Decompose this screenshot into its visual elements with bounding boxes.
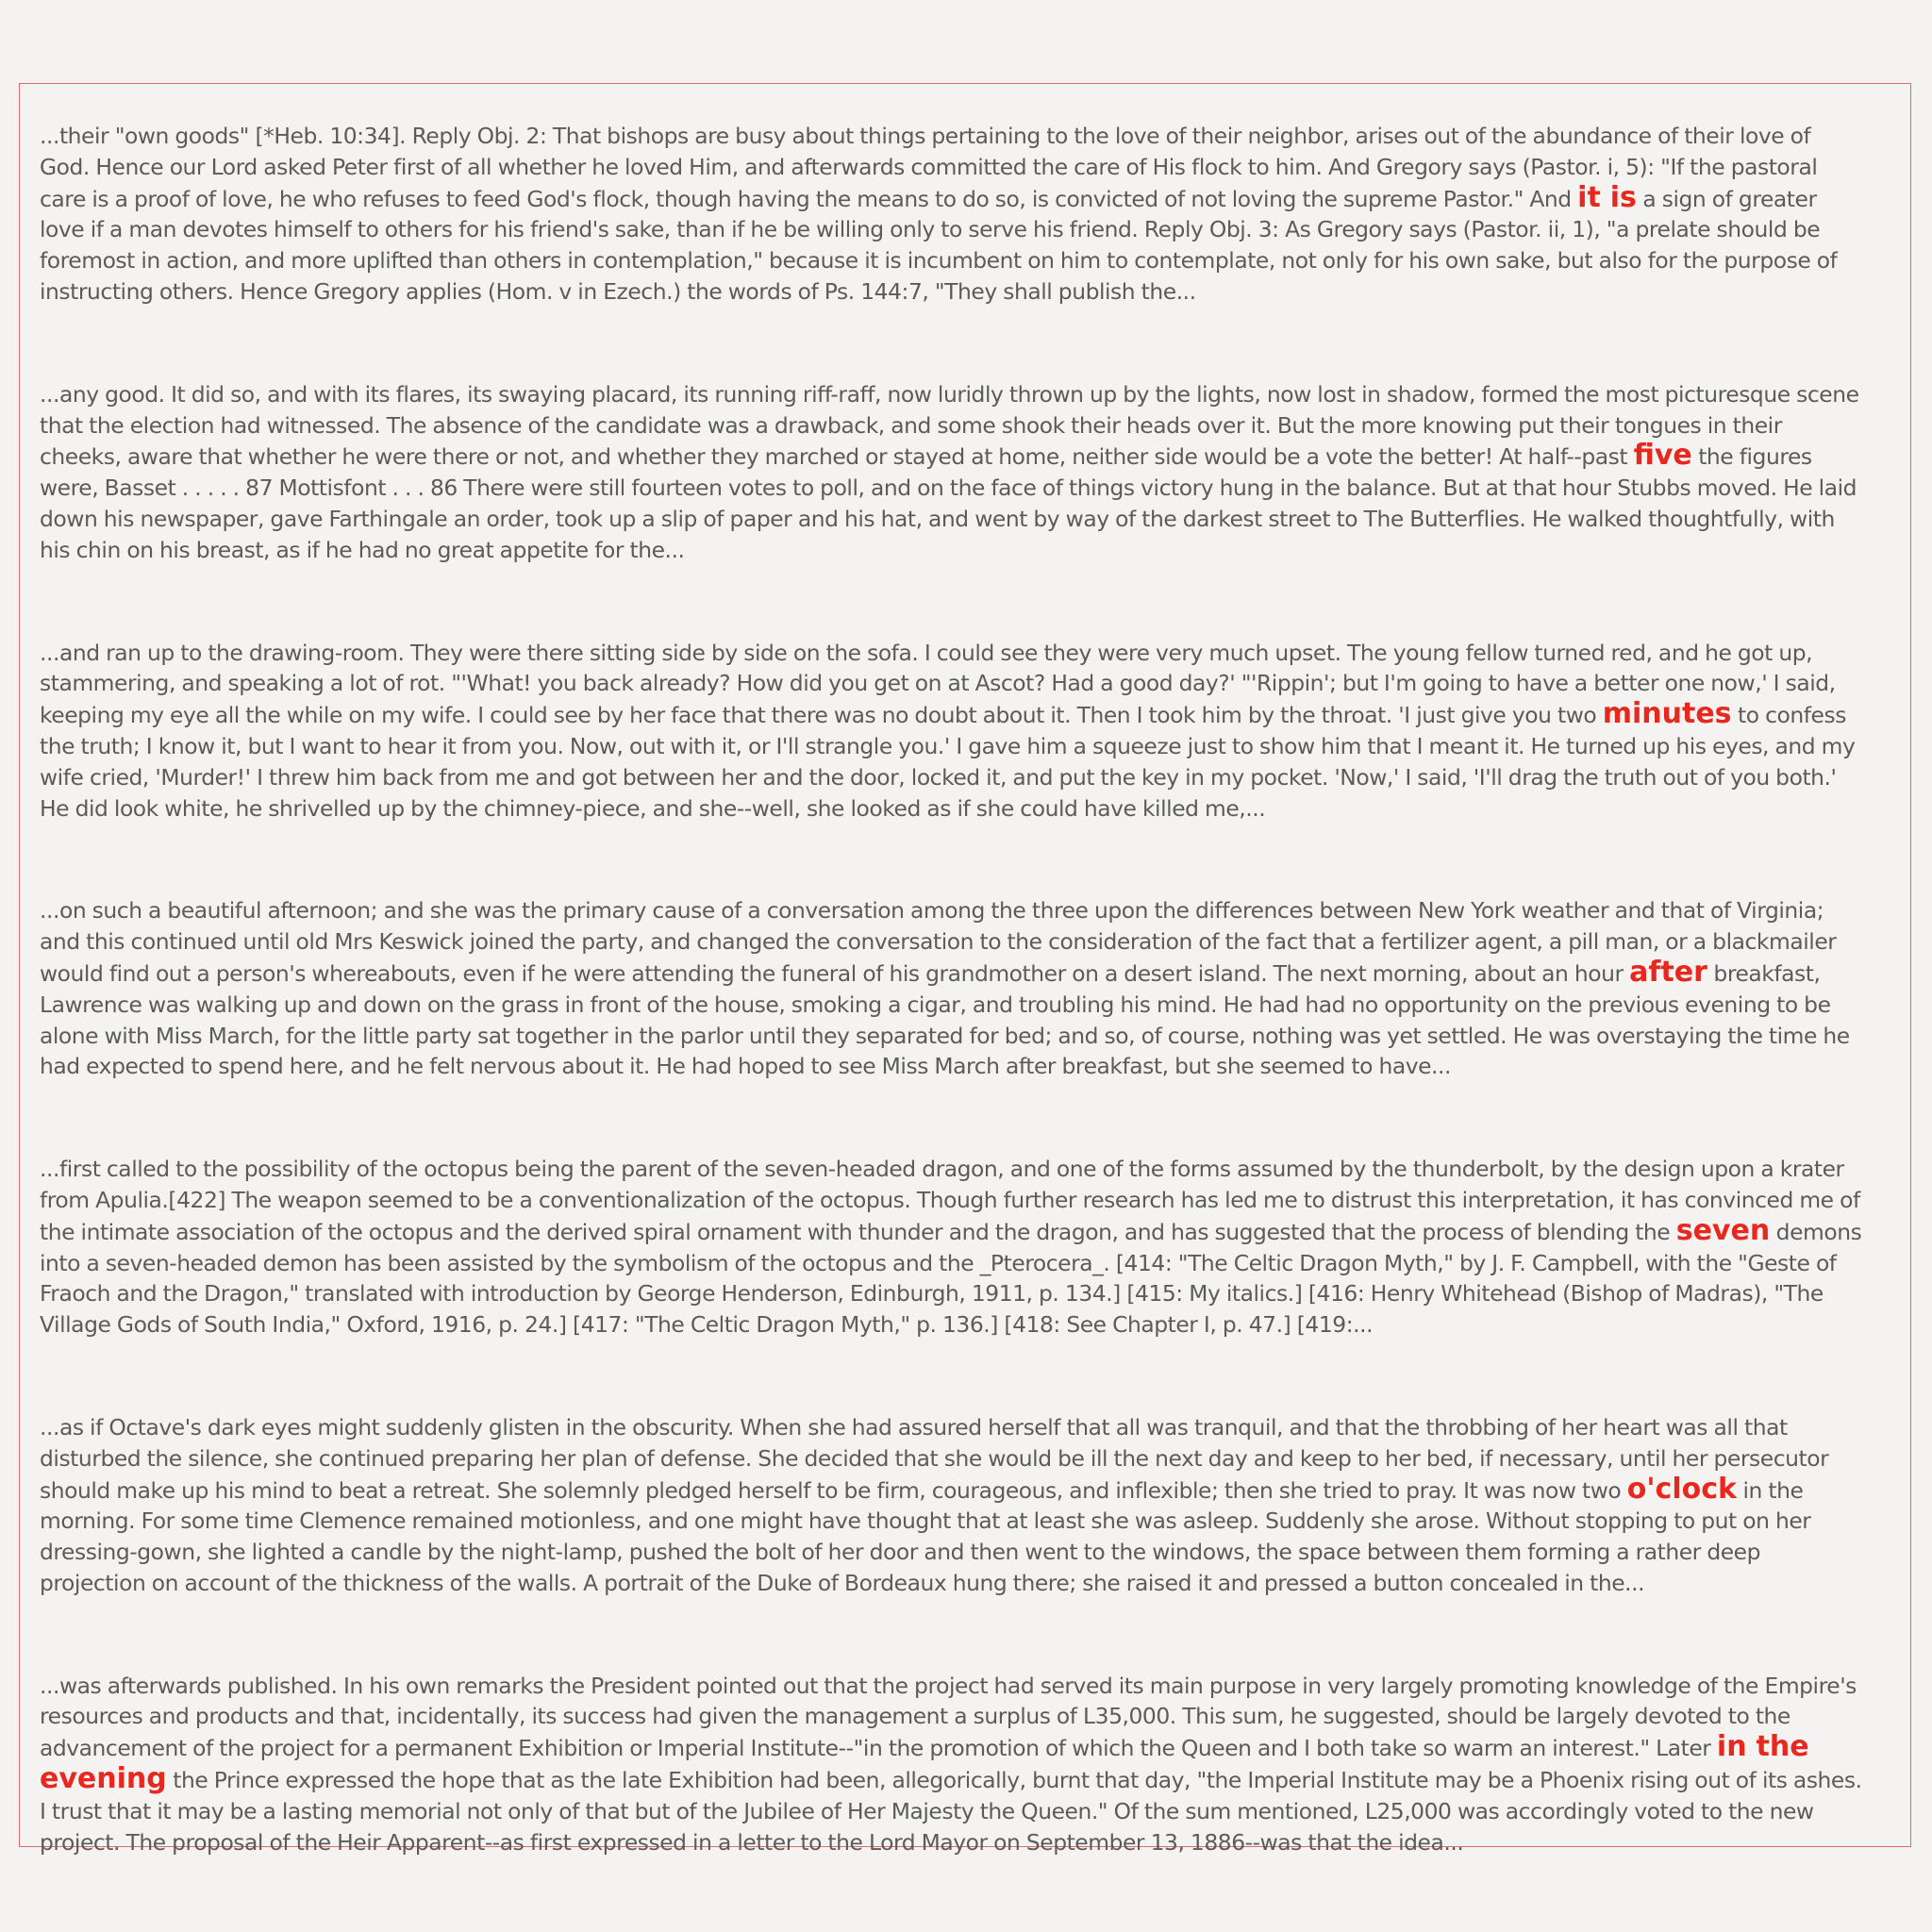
passage-text-after: the figures were, Basset . . . . . 87 Mottisfont . . . 86 There were still fourteen votes to poll, and on the face of things victory hung in the balance. But at that hour Stubbs moved. He laid down his newspaper, gave Farthingale an order, took up a slip of paper and his hat, and went by way of the darkest street to The Butterflies. He walked thoughtfully, with his chin on his breast, as if he had no great appetite for the...: [40, 443, 1857, 563]
passage-text-after: to confess the truth; I know it, but I want to hear it from you. Now, out with it, or I'll strangle you.' I gave him a squeeze just to show him that I meant it. He turned up his eyes, and my wife cried, 'Murder!' I threw him back from me and got between her and the door, locked it, and put the key in my pocket. 'Now,' I said, 'I'll drag the truth out of you both.' He did look white, he shrivelled up by the chimney-piece, and she--well, she looked as if she could have killed me,...: [40, 702, 1856, 822]
passage-text-before: ...any good. It did so, and with its flares, its swaying placard, its running riff-raff, now luridly thrown up by the lights, now lost in shadow, formed the most picturesque scene that the election had witnessed. The absence of the candidate was a drawback, and some shook their heads over it. But the more knowing put their tongues in their cheeks, aware that whether he were there or not, and whether they marched or stayed at home, neither side would be a vote the better! At half--past: [40, 380, 1859, 471]
highlight-term: in the evening: [40, 1730, 1809, 1796]
passage-text-before: ...and ran up to the drawing-room. They were there sitting side by side on the sofa. I could see they were very much upset. The young fellow turned red, and he got up, stammering, and speaking a lot of rot. "'What! you back already? How did you get on at Ascot? Had a good day?' "'Rippin'; but I'm going to have a better one now,' I said, keeping my eye all the while on my wife. I could see by her face that there was no doubt about it. Then I took him by the throat. 'I just give you two: [40, 639, 1836, 729]
passage-7: [40, 1671, 1864, 1858]
highlight-term: five: [1633, 439, 1692, 473]
passage-text-before: ...on such a beautiful afternoon; and she was the primary cause of a conversation among the three upon the differences between New York weather and that of Virginia; and this continued until old Mrs Keswick joined the party, and changed the conversation to the consideration of the fact that a fertilizer agent, a pill man, or a blackmailer would find out a person's whereabouts, even if he were attending the funeral of his grandmother on a desert island. The next morning, about an hour: [40, 897, 1837, 987]
passage-text-before: ...was afterwards published. In his own remarks the President pointed out that the project had served its main purpose in very largely promoting knowledge of the Empire's resources and products and that, incidentally, its success had given the management a surplus of L35,000. This sum, he suggested, should be largely devoted to the advancement of the project for a permanent Exhibition or Imperial Institute--"in the promotion of which the Queen and I both take so warm an interest." Later: [40, 1672, 1857, 1762]
highlight-term: after: [1629, 955, 1707, 989]
passage-list: [40, 121, 1872, 1929]
passage-text-before: ...first called to the possibility of the octopus being the parent of the seven-headed dragon, and one of the forms assumed by the thunderbolt, by the design upon a krater from Apulia.[422] The weapon seemed to be a conventionalization of the octopus. Though further research has led me to distrust this interpretation, it has convinced me of the intimate association of the octopus and the derived spiral ornament with thunder and the dragon, and has suggested that the process of blending the: [40, 1156, 1860, 1245]
passage-text-after: demons into a seven-headed demon has been assisted by the symbolism of the octopus and the _Pterocera_. [414: "The Celtic Dragon Myth," by J. F. Campbell, with the "Geste of Fraoch and the Dragon," translated with introduction by George Henderson, Edinburgh, 1911, p. 134.] [415: My italics.] [416: Henry Whitehead (Bishop of Madras), "The Village Gods of South India," Oxford, 1916, p. 24.] [417: "The Celtic Dragon Myth," p. 136.] [418: See Chapter I, p. 47.] [419:...: [40, 1218, 1862, 1339]
passage-text-before: ...as if Octave's dark eyes might suddenly glisten in the obscurity. When she had assured herself that all was tranquil, and that the throbbing of her heart was all that disturbed the silence, she continued preparing her plan of defense. She decided that she would be ill the next day and keep to her bed, if necessary, until her persecutor should make up his mind to beat a retreat. She solemnly pledged herself to be firm, courageous, and inflexible; then she tried to pray. It was now two: [40, 1413, 1829, 1504]
passage-text-after: a sign of greater love if a man devotes himself to others for his friend's sake, than if he be willing only to serve his friend. Reply Obj. 3: As Gregory says (Pastor. ii, 1), "a prelate should be foremost in action, and more uplifted than others in contemplation," because it is incumbent on him to contemplate, not only for his own sake, but also for the purpose of instructing others. Hence Gregory applies (Hom. v in Ezech.) the words of Ps. 144:7, "They shall publish the...: [40, 185, 1838, 305]
passage-text-before: ...their "own goods" [*Heb. 10:34]. Reply Obj. 2: That bishops are busy about things pertaining to the love of their neighbor, arises out of the abundance of their love of God. Hence our Lord asked Peter first of all whether he loved Him, and afterwards committed the care of His flock to him. And Gregory says (Pastor. i, 5): "If the pastoral care is a proof of love, he who refuses to feed God's flock, though having the means to do so, is convicted of not loving the supreme Pastor." And: [40, 123, 1818, 212]
passage-text-after: the Prince expressed the hope that as the late Exhibition had been, allegorically, burnt that day, "the Imperial Institute may be a Phoenix rising out of its ashes. I trust that it may be a lasting memorial not only of that but of the Jubilee of Her Majesty the Queen." Of the sum mentioned, L25,000 was accordingly voted to the new project. The proposal of the Heir Apparent--as first expressed in a letter to the Lord Mayor on September 13, 1886--was that the idea...: [40, 1767, 1862, 1856]
passage-text-after: in the morning. For some time Clemence remained motionless, and one might have thought that at least she was asleep. Suddenly she arose. Without stopping to put on her dressing-gown, she lighted a candle by the night-lamp, pushed the bolt of her door and then went to the windows, the space between them forming a rather deep projection on account of the thickness of the walls. A portrait of the Duke of Bordeaux hung there; she raised it and pressed a button concealed in the...: [40, 1476, 1811, 1596]
highlight-term: seven: [1675, 1213, 1771, 1247]
highlight-term: minutes: [1602, 697, 1732, 731]
passage-1: [40, 121, 1864, 308]
passage-4: [40, 895, 1864, 1082]
passage-text-after: breakfast, Lawrence was walking up and down on the grass in front of the house, smoking a cigar, and troubling his mind. He had had no opportunity on the previous evening to be alone with Miss March, for the little party sat together in the parlor until they separated for bed; and so, of course, nothing was yet settled. He was overstaying the time he had expected to spend here, and he felt nervous about it. He had hoped to see Miss March after breakfast, but she seemed to have...: [40, 959, 1850, 1080]
highlight-term: it is: [1577, 180, 1637, 214]
passage-2: [40, 379, 1864, 566]
highlight-term: o'clock: [1626, 1472, 1737, 1506]
passage-6: [40, 1412, 1864, 1599]
passage-3: [40, 638, 1864, 824]
passage-5: [40, 1154, 1864, 1341]
